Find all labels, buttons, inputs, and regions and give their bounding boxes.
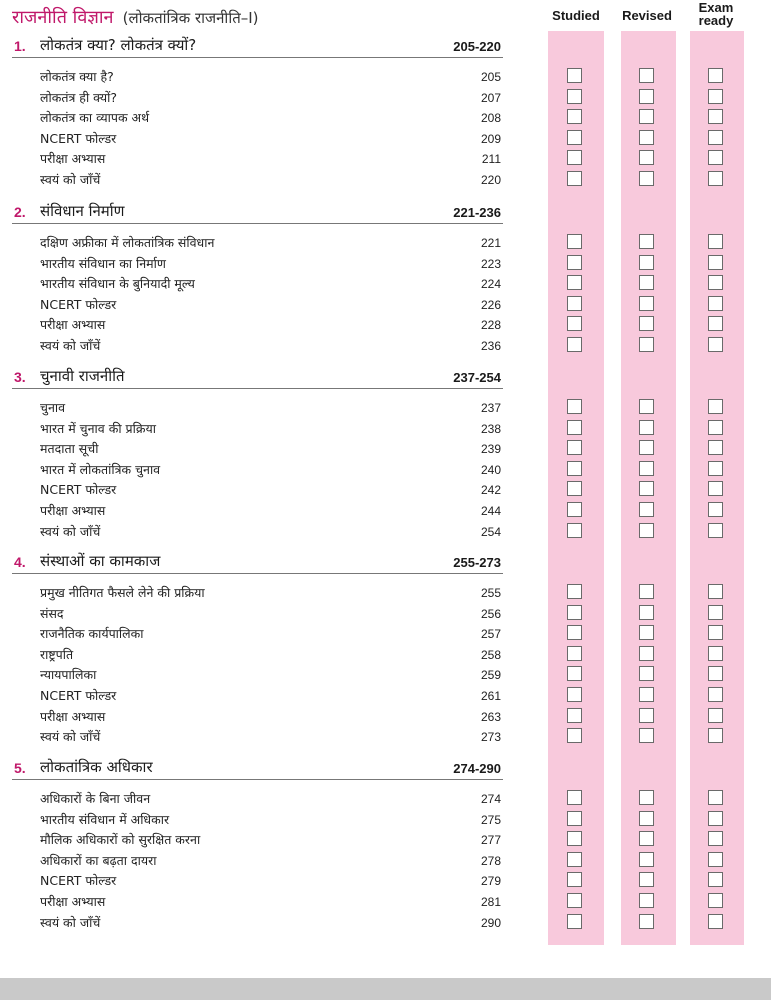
exam-ready-checkbox[interactable] [708, 790, 723, 805]
footer-bar [0, 978, 771, 1000]
topic-page-number: 238 [480, 421, 501, 436]
revised-checkbox[interactable] [639, 708, 654, 723]
topic-page-number: 220 [480, 173, 501, 187]
column-header-studied: Studied [552, 8, 600, 23]
studied-checkbox[interactable] [567, 481, 582, 496]
studied-checkbox[interactable] [567, 399, 582, 414]
chapter-heading [12, 551, 503, 574]
studied-checkbox[interactable] [567, 831, 582, 846]
studied-checkbox[interactable] [567, 89, 582, 104]
exam-ready-checkbox[interactable] [708, 316, 723, 331]
revised-checkbox[interactable] [639, 316, 654, 331]
topic-title: लोकतंत्र क्या है? [40, 69, 114, 84]
topic-row [40, 727, 501, 747]
exam-ready-checkbox[interactable] [708, 852, 723, 867]
topic-page-number: 256 [480, 606, 501, 621]
revised-checkbox[interactable] [639, 171, 654, 186]
studied-checkbox[interactable] [567, 811, 582, 826]
topic-row [40, 645, 501, 665]
topic-page-number: 274 [480, 792, 501, 806]
topic-row [40, 419, 501, 439]
studied-checkbox[interactable] [567, 790, 582, 805]
revised-checkbox[interactable] [639, 502, 654, 517]
topic-page-number: 279 [480, 874, 501, 889]
revised-checkbox[interactable] [639, 150, 654, 165]
studied-checkbox[interactable] [567, 109, 582, 124]
exam-ready-checkbox[interactable] [708, 625, 723, 640]
exam-ready-checkbox[interactable] [708, 109, 723, 124]
exam-ready-checkbox[interactable] [708, 872, 723, 887]
revised-checkbox[interactable] [639, 296, 654, 311]
topic-page-number: 223 [480, 256, 501, 271]
topic-title: भारतीय संविधान में अधिकार [40, 811, 170, 827]
topic-page-number: 244 [480, 504, 501, 518]
studied-checkbox[interactable] [567, 68, 582, 83]
revised-checkbox[interactable] [639, 523, 654, 538]
exam-ready-checkbox[interactable] [708, 481, 723, 496]
studied-checkbox[interactable] [567, 872, 582, 887]
topic-page-number: 258 [480, 647, 501, 662]
topic-title: न्यायपालिका [40, 667, 97, 683]
studied-checkbox[interactable] [567, 296, 582, 311]
topic-title: लोकतंत्र ही क्यों? [40, 89, 117, 105]
topic-row [40, 398, 501, 418]
studied-checkbox[interactable] [567, 130, 582, 145]
topic-page-number: 255 [480, 586, 501, 600]
revised-checkbox[interactable] [639, 646, 654, 661]
topic-row [40, 830, 501, 850]
topic-page-number: 239 [480, 442, 501, 457]
topic-row [40, 480, 501, 500]
chapter-page-range: 205-220 [453, 39, 501, 54]
revised-checkbox[interactable] [639, 420, 654, 435]
topic-row [40, 686, 501, 706]
revised-checkbox[interactable] [639, 461, 654, 476]
topic-title: अधिकारों के बिना जीवन [40, 791, 151, 806]
chapter-page-range: 274-290 [453, 761, 501, 776]
topic-title: परीक्षा अभ्यास [40, 317, 106, 333]
topic-row [40, 501, 501, 521]
topic-page-number: 273 [480, 730, 501, 745]
revised-checkbox[interactable] [639, 68, 654, 83]
exam-ready-checkbox[interactable] [708, 275, 723, 290]
revised-checkbox[interactable] [639, 666, 654, 681]
revised-checkbox[interactable] [639, 109, 654, 124]
topic-row [40, 810, 501, 830]
studied-checkbox[interactable] [567, 708, 582, 723]
exam-ready-checkbox[interactable] [708, 584, 723, 599]
topic-page-number: 205 [480, 70, 501, 84]
topic-row [40, 460, 501, 480]
topic-row [40, 315, 501, 335]
studied-checkbox[interactable] [567, 523, 582, 538]
exam-ready-checkbox[interactable] [708, 461, 723, 476]
topic-title: चुनाव [40, 400, 66, 415]
topic-page-number: 224 [480, 277, 501, 292]
exam-ready-checkbox[interactable] [708, 646, 723, 661]
studied-checkbox[interactable] [567, 171, 582, 186]
studied-checkbox[interactable] [567, 687, 582, 702]
subject-subtitle: (लोकतांत्रिक राजनीति–I) [122, 9, 259, 27]
topic-page-number: 281 [480, 895, 501, 909]
column-header-exam-ready-line2: ready [698, 13, 734, 28]
revised-checkbox[interactable] [639, 687, 654, 702]
topic-title: भारतीय संविधान का निर्माण [40, 255, 166, 271]
exam-ready-checkbox[interactable] [708, 89, 723, 104]
topic-row [40, 336, 501, 356]
topic-page-number: 228 [480, 318, 501, 333]
chapter-page-range: 221-236 [453, 205, 501, 220]
topic-page-number: 263 [480, 709, 501, 724]
topic-row [40, 149, 501, 169]
chapter-heading [12, 757, 503, 780]
topic-row [40, 67, 501, 87]
topic-row [40, 170, 501, 190]
studied-checkbox[interactable] [567, 337, 582, 352]
revised-checkbox[interactable] [639, 605, 654, 620]
exam-ready-checkbox[interactable] [708, 666, 723, 681]
studied-checkbox[interactable] [567, 461, 582, 476]
exam-ready-checkbox[interactable] [708, 811, 723, 826]
exam-ready-checkbox[interactable] [708, 440, 723, 455]
topic-title: दक्षिण अफ्रीका में लोकतांत्रिक संविधान [40, 235, 215, 250]
exam-ready-checkbox[interactable] [708, 68, 723, 83]
column-header-exam-ready-line1: Exam [698, 0, 734, 15]
topic-row [40, 129, 501, 149]
chapter-number: 5. [14, 760, 26, 776]
topic-title: स्वयं को जाँचें [40, 172, 101, 187]
revised-checkbox[interactable] [639, 914, 654, 929]
studied-checkbox[interactable] [567, 255, 582, 270]
revised-checkbox[interactable] [639, 234, 654, 249]
topic-row [40, 583, 501, 603]
topic-page-number: 278 [480, 853, 501, 868]
topic-row [40, 604, 501, 624]
exam-ready-checkbox[interactable] [708, 337, 723, 352]
revised-checkbox[interactable] [639, 790, 654, 805]
topic-title: परीक्षा अभ्यास [40, 708, 106, 724]
studied-checkbox[interactable] [567, 316, 582, 331]
studied-checkbox[interactable] [567, 625, 582, 640]
topic-row [40, 624, 501, 644]
topic-row [40, 789, 501, 809]
exam-ready-checkbox[interactable] [708, 728, 723, 743]
topic-row [40, 851, 501, 871]
topic-page-number: 259 [480, 668, 501, 683]
revised-checkbox[interactable] [639, 275, 654, 290]
studied-checkbox[interactable] [567, 502, 582, 517]
topic-page-number: 211 [481, 152, 501, 167]
chapter-number: 4. [14, 554, 26, 570]
topic-row [40, 274, 501, 294]
exam-ready-checkbox[interactable] [708, 296, 723, 311]
exam-ready-checkbox[interactable] [708, 708, 723, 723]
chapter-title: लोकतंत्र क्या? लोकतंत्र क्यों? [40, 36, 197, 54]
revised-checkbox[interactable] [639, 89, 654, 104]
chapter-heading [12, 35, 503, 58]
chapter-heading [12, 201, 503, 224]
column-header-revised: Revised [622, 8, 672, 23]
studied-checkbox[interactable] [567, 646, 582, 661]
studied-checkbox[interactable] [567, 852, 582, 867]
topic-row [40, 295, 501, 315]
chapter-title: चुनावी राजनीति [40, 367, 125, 385]
topic-row [40, 707, 501, 727]
topic-page-number: 237 [480, 401, 501, 415]
studied-checkbox[interactable] [567, 605, 582, 620]
topic-row [40, 913, 501, 933]
revised-checkbox[interactable] [639, 872, 654, 887]
studied-checkbox[interactable] [567, 893, 582, 908]
topic-row [40, 88, 501, 108]
revised-checkbox[interactable] [639, 440, 654, 455]
topic-title: भारत में चुनाव की प्रक्रिया [40, 420, 156, 436]
chapter-number: 3. [14, 369, 26, 385]
exam-ready-checkbox[interactable] [708, 502, 723, 517]
topic-title: NCERT फोल्डर [40, 130, 117, 146]
topic-title: स्वयं को जाँचें [40, 729, 101, 745]
topic-title: अधिकारों का बढ़ता दायरा [40, 852, 157, 868]
subject-title: राजनीति विज्ञान [12, 7, 114, 28]
topic-page-number: 221 [480, 236, 501, 250]
topic-row [40, 871, 501, 891]
topic-title: स्वयं को जाँचें [40, 338, 101, 353]
topic-page-number: 261 [480, 689, 501, 703]
topic-title: परीक्षा अभ्यास [40, 151, 106, 167]
exam-ready-checkbox[interactable] [708, 687, 723, 702]
topic-title: राजनैतिक कार्यपालिका [40, 626, 144, 642]
studied-checkbox[interactable] [567, 728, 582, 743]
topic-title: लोकतंत्र का व्यापक अर्थ [40, 110, 150, 126]
studied-checkbox[interactable] [567, 584, 582, 599]
topic-title: भारतीय संविधान के बुनियादी मूल्य [40, 276, 195, 292]
topic-row [40, 522, 501, 542]
exam-ready-checkbox[interactable] [708, 150, 723, 165]
chapter-page-range: 255-273 [453, 555, 501, 570]
topic-title: प्रमुख नीतिगत फैसले लेने की प्रक्रिया [40, 585, 205, 600]
topic-page-number: 226 [480, 297, 501, 312]
topic-page-number: 257 [480, 627, 501, 642]
studied-checkbox[interactable] [567, 666, 582, 681]
revised-checkbox[interactable] [639, 893, 654, 908]
revised-checkbox[interactable] [639, 481, 654, 496]
topic-page-number: 207 [480, 90, 501, 105]
chapter-number: 1. [14, 38, 26, 54]
topic-title: परीक्षा अभ्यास [40, 894, 106, 909]
chapter-page-range: 237-254 [453, 370, 501, 385]
topic-title: NCERT फोल्डर [40, 482, 117, 498]
revised-checkbox[interactable] [639, 130, 654, 145]
topic-row [40, 233, 501, 253]
revised-checkbox[interactable] [639, 399, 654, 414]
exam-ready-checkbox[interactable] [708, 523, 723, 538]
exam-ready-checkbox[interactable] [708, 831, 723, 846]
exam-ready-checkbox[interactable] [708, 234, 723, 249]
revised-checkbox[interactable] [639, 831, 654, 846]
topic-title: राष्ट्रपति [40, 646, 74, 662]
topic-title: परीक्षा अभ्यास [40, 503, 106, 518]
topic-title: स्वयं को जाँचें [40, 523, 101, 539]
topic-page-number: 236 [480, 339, 501, 353]
topic-page-number: 290 [480, 915, 501, 930]
topic-page-number: 242 [480, 483, 501, 498]
exam-ready-checkbox[interactable] [708, 605, 723, 620]
topic-page-number: 208 [480, 111, 501, 126]
topic-title: स्वयं को जाँचें [40, 914, 101, 930]
exam-ready-checkbox[interactable] [708, 255, 723, 270]
topic-title: मौलिक अधिकारों को सुरक्षित करना [40, 832, 201, 848]
topic-title: मतदाता सूची [40, 441, 99, 457]
revised-checkbox[interactable] [639, 811, 654, 826]
studied-checkbox[interactable] [567, 440, 582, 455]
topic-row [40, 665, 501, 685]
topic-row [40, 892, 501, 912]
exam-ready-checkbox[interactable] [708, 130, 723, 145]
revised-checkbox[interactable] [639, 625, 654, 640]
exam-ready-checkbox[interactable] [708, 399, 723, 414]
studied-checkbox[interactable] [567, 150, 582, 165]
topic-page-number: 254 [480, 524, 501, 539]
chapter-title: संविधान निर्माण [40, 202, 125, 220]
revised-checkbox[interactable] [639, 728, 654, 743]
topic-page-number: 277 [480, 833, 501, 848]
exam-ready-checkbox[interactable] [708, 420, 723, 435]
topic-title: NCERT फोल्डर [40, 296, 117, 312]
topic-title: भारत में लोकतांत्रिक चुनाव [40, 461, 161, 477]
revised-checkbox[interactable] [639, 255, 654, 270]
topic-page-number: 209 [480, 131, 501, 146]
topic-row [40, 108, 501, 128]
studied-checkbox[interactable] [567, 275, 582, 290]
chapter-title: संस्थाओं का कामकाज [40, 552, 161, 570]
chapter-heading [12, 366, 503, 389]
topic-title: संसद [40, 605, 64, 621]
exam-ready-checkbox[interactable] [708, 893, 723, 908]
topic-row [40, 439, 501, 459]
revised-checkbox[interactable] [639, 584, 654, 599]
topic-page-number: 275 [480, 812, 501, 827]
exam-ready-checkbox[interactable] [708, 171, 723, 186]
studied-checkbox[interactable] [567, 914, 582, 929]
topic-page-number: 240 [480, 462, 501, 477]
topic-title: NCERT फोल्डर [40, 873, 117, 889]
studied-checkbox[interactable] [567, 420, 582, 435]
revised-checkbox[interactable] [639, 852, 654, 867]
exam-ready-checkbox[interactable] [708, 914, 723, 929]
revised-checkbox[interactable] [639, 337, 654, 352]
chapter-number: 2. [14, 204, 26, 220]
chapter-title: लोकतांत्रिक अधिकार [40, 758, 153, 776]
studied-checkbox[interactable] [567, 234, 582, 249]
topic-row [40, 254, 501, 274]
topic-title: NCERT फोल्डर [40, 688, 117, 703]
